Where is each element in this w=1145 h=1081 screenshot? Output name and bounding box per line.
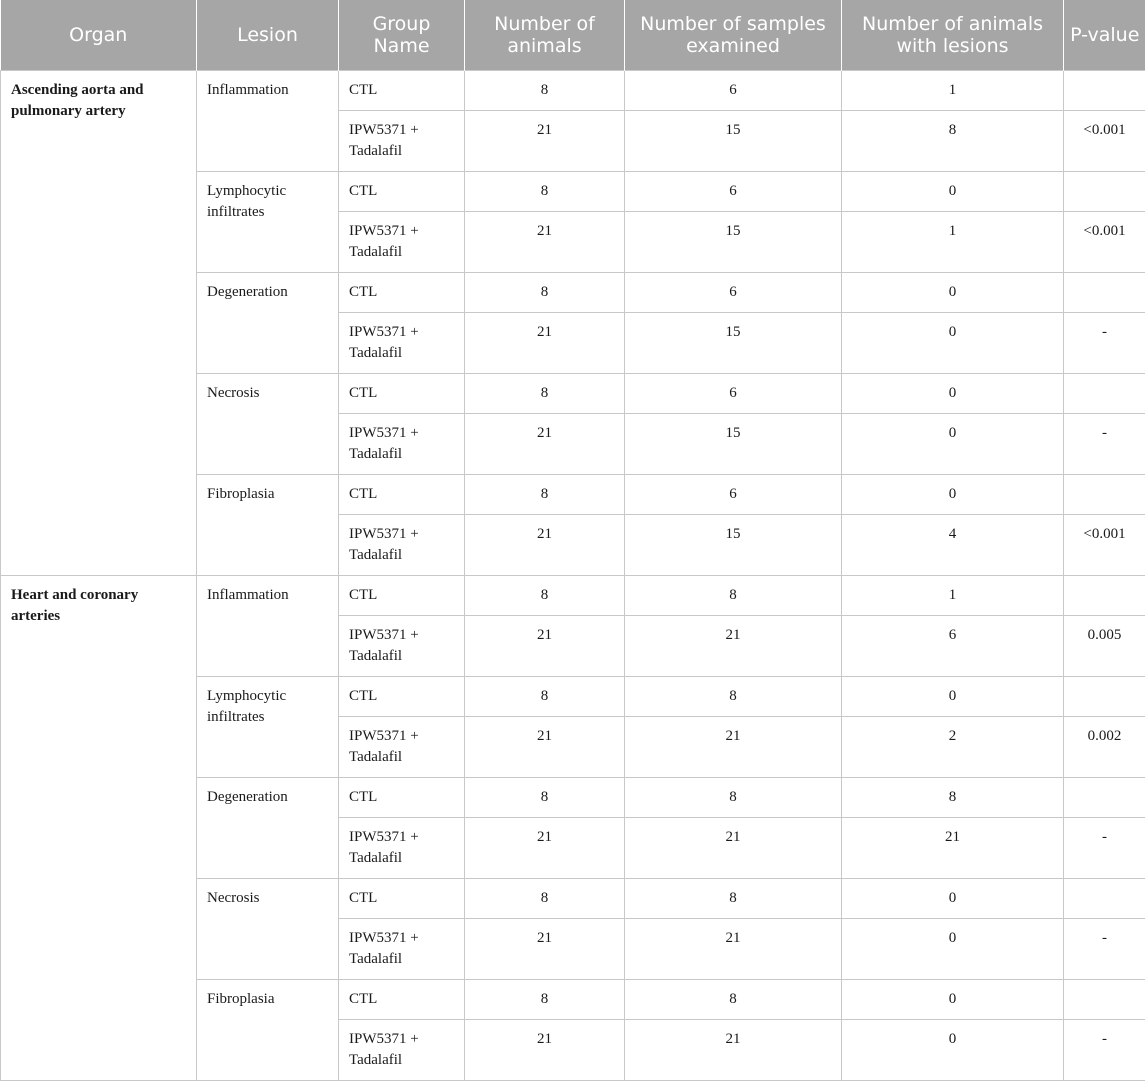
number-of-samples-cell: 21 — [625, 1019, 842, 1080]
number-of-animals-cell: 8 — [465, 474, 625, 514]
number-of-samples-cell: 21 — [625, 817, 842, 878]
number-of-animals-cell: 8 — [465, 171, 625, 211]
animals-with-lesions-cell: 4 — [842, 514, 1064, 575]
table-header — [1, 0, 1145, 70]
number-of-animals-cell: 21 — [465, 312, 625, 373]
header-number-of-animals: Number of animals — [465, 0, 625, 70]
table-row — [1, 575, 1145, 615]
animals-with-lesions-cell: 0 — [842, 474, 1064, 514]
p-value-cell: - — [1064, 817, 1145, 878]
animals-with-lesions-cell: 8 — [842, 110, 1064, 171]
header-organ: Organ — [1, 0, 197, 70]
animals-with-lesions-cell: 0 — [842, 676, 1064, 716]
header-p-value: P-value — [1064, 0, 1145, 70]
number-of-samples-cell: 15 — [625, 312, 842, 373]
header-row — [1, 0, 1145, 70]
lesion-cell: Lymphocytic infiltrates — [197, 171, 339, 272]
p-value-cell — [1064, 979, 1145, 1019]
group-name-cell: IPW5371 + Tadalafil — [339, 716, 465, 777]
number-of-animals-cell: 8 — [465, 979, 625, 1019]
number-of-samples-cell: 21 — [625, 615, 842, 676]
number-of-samples-cell: 15 — [625, 413, 842, 474]
group-name-cell: CTL — [339, 171, 465, 211]
lesion-cell: Inflammation — [197, 70, 339, 171]
group-name-cell: CTL — [339, 272, 465, 312]
header-group-name: Group Name — [339, 0, 465, 70]
group-name-cell: IPW5371 + Tadalafil — [339, 817, 465, 878]
table-body — [1, 70, 1145, 1080]
number-of-animals-cell: 8 — [465, 777, 625, 817]
animals-with-lesions-cell: 0 — [842, 918, 1064, 979]
animals-with-lesions-cell: 2 — [842, 716, 1064, 777]
p-value-cell — [1064, 878, 1145, 918]
group-name-cell: IPW5371 + Tadalafil — [339, 918, 465, 979]
number-of-samples-cell: 15 — [625, 211, 842, 272]
p-value-cell: 0.002 — [1064, 716, 1145, 777]
group-name-cell: CTL — [339, 777, 465, 817]
number-of-animals-cell: 8 — [465, 272, 625, 312]
lesion-cell: Degeneration — [197, 272, 339, 373]
number-of-animals-cell: 21 — [465, 413, 625, 474]
lesion-cell: Degeneration — [197, 777, 339, 878]
group-name-cell: IPW5371 + Tadalafil — [339, 615, 465, 676]
group-name-cell: CTL — [339, 878, 465, 918]
animals-with-lesions-cell: 6 — [842, 615, 1064, 676]
p-value-cell — [1064, 171, 1145, 211]
number-of-samples-cell: 15 — [625, 514, 842, 575]
p-value-cell: - — [1064, 413, 1145, 474]
p-value-cell — [1064, 373, 1145, 413]
animals-with-lesions-cell: 0 — [842, 1019, 1064, 1080]
p-value-cell: <0.001 — [1064, 514, 1145, 575]
group-name-cell: IPW5371 + Tadalafil — [339, 514, 465, 575]
table-row — [1, 70, 1145, 110]
lesion-cell: Fibroplasia — [197, 979, 339, 1080]
number-of-animals-cell: 8 — [465, 676, 625, 716]
lesion-cell: Necrosis — [197, 878, 339, 979]
number-of-samples-cell: 21 — [625, 716, 842, 777]
lesion-cell: Fibroplasia — [197, 474, 339, 575]
animals-with-lesions-cell: 1 — [842, 70, 1064, 110]
animals-with-lesions-cell: 1 — [842, 211, 1064, 272]
number-of-samples-cell: 8 — [625, 676, 842, 716]
group-name-cell: CTL — [339, 70, 465, 110]
group-name-cell: CTL — [339, 676, 465, 716]
number-of-animals-cell: 21 — [465, 514, 625, 575]
number-of-samples-cell: 6 — [625, 171, 842, 211]
number-of-samples-cell: 6 — [625, 70, 842, 110]
number-of-animals-cell: 21 — [465, 1019, 625, 1080]
number-of-samples-cell: 8 — [625, 575, 842, 615]
number-of-animals-cell: 21 — [465, 615, 625, 676]
animals-with-lesions-cell: 0 — [842, 312, 1064, 373]
p-value-cell: - — [1064, 312, 1145, 373]
group-name-cell: IPW5371 + Tadalafil — [339, 413, 465, 474]
animals-with-lesions-cell: 0 — [842, 373, 1064, 413]
number-of-samples-cell: 8 — [625, 878, 842, 918]
number-of-samples-cell: 6 — [625, 474, 842, 514]
p-value-cell — [1064, 272, 1145, 312]
lesion-cell: Necrosis — [197, 373, 339, 474]
p-value-cell — [1064, 777, 1145, 817]
header-lesion: Lesion — [197, 0, 339, 70]
group-name-cell: IPW5371 + Tadalafil — [339, 211, 465, 272]
number-of-samples-cell: 15 — [625, 110, 842, 171]
group-name-cell: CTL — [339, 373, 465, 413]
number-of-animals-cell: 21 — [465, 110, 625, 171]
number-of-samples-cell: 21 — [625, 918, 842, 979]
number-of-samples-cell: 8 — [625, 777, 842, 817]
p-value-cell: - — [1064, 1019, 1145, 1080]
organ-cell: Heart and coronary arteries — [1, 575, 197, 1080]
animals-with-lesions-cell: 0 — [842, 878, 1064, 918]
animals-with-lesions-cell: 0 — [842, 413, 1064, 474]
number-of-samples-cell: 6 — [625, 272, 842, 312]
p-value-cell — [1064, 70, 1145, 110]
number-of-animals-cell: 21 — [465, 211, 625, 272]
p-value-cell — [1064, 575, 1145, 615]
p-value-cell — [1064, 474, 1145, 514]
number-of-samples-cell: 6 — [625, 373, 842, 413]
group-name-cell: IPW5371 + Tadalafil — [339, 1019, 465, 1080]
animals-with-lesions-cell: 8 — [842, 777, 1064, 817]
group-name-cell: IPW5371 + Tadalafil — [339, 312, 465, 373]
number-of-animals-cell: 8 — [465, 373, 625, 413]
number-of-animals-cell: 21 — [465, 817, 625, 878]
header-number-of-samples: Number of samples examined — [625, 0, 842, 70]
group-name-cell: CTL — [339, 575, 465, 615]
group-name-cell: IPW5371 + Tadalafil — [339, 110, 465, 171]
animals-with-lesions-cell: 21 — [842, 817, 1064, 878]
animals-with-lesions-cell: 0 — [842, 272, 1064, 312]
p-value-cell: 0.005 — [1064, 615, 1145, 676]
animals-with-lesions-cell: 0 — [842, 171, 1064, 211]
number-of-animals-cell: 21 — [465, 716, 625, 777]
group-name-cell: CTL — [339, 979, 465, 1019]
header-animals-with-lesions: Number of animals with lesions — [842, 0, 1064, 70]
number-of-animals-cell: 8 — [465, 878, 625, 918]
p-value-cell: <0.001 — [1064, 110, 1145, 171]
p-value-cell: - — [1064, 918, 1145, 979]
animals-with-lesions-cell: 0 — [842, 979, 1064, 1019]
lesion-cell: Lymphocytic infiltrates — [197, 676, 339, 777]
organ-cell: Ascending aorta and pulmonary artery — [1, 70, 197, 575]
number-of-animals-cell: 21 — [465, 918, 625, 979]
p-value-cell: <0.001 — [1064, 211, 1145, 272]
animals-with-lesions-cell: 1 — [842, 575, 1064, 615]
group-name-cell: CTL — [339, 474, 465, 514]
number-of-samples-cell: 8 — [625, 979, 842, 1019]
number-of-animals-cell: 8 — [465, 575, 625, 615]
p-value-cell — [1064, 676, 1145, 716]
lesion-cell: Inflammation — [197, 575, 339, 676]
number-of-animals-cell: 8 — [465, 70, 625, 110]
